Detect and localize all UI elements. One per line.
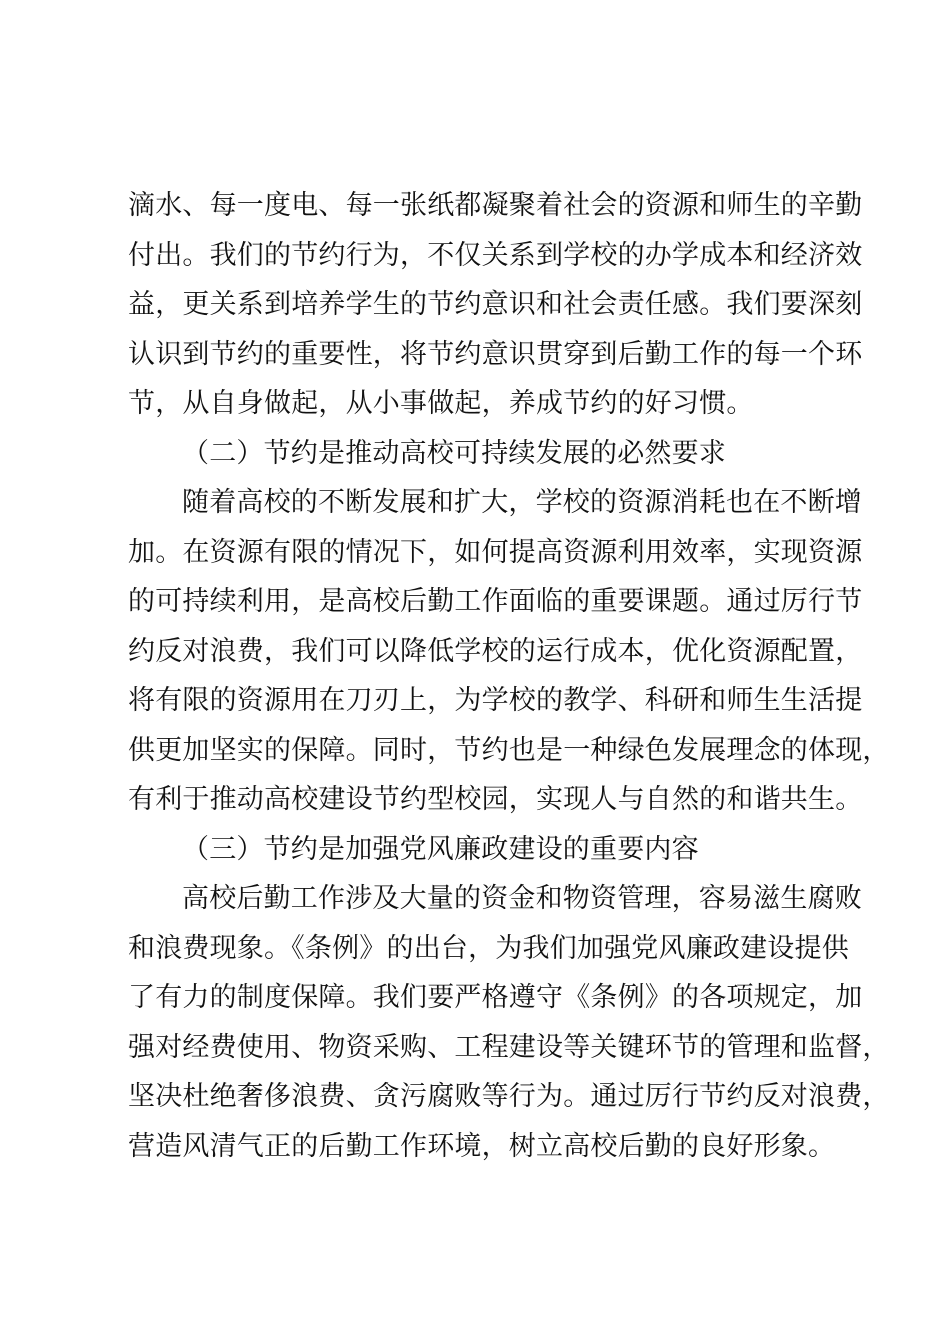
text-line: 供更加坚实的保障。同时，节约也是一种绿色发展理念的体现， [128, 734, 890, 766]
text-line: 有利于推动高校建设节约型校园，实现人与自然的和谐共生。 [128, 784, 863, 815]
paragraph-first-line: 高校后勤工作涉及大量的资金和物资管理，容易滋生腐败 [182, 883, 862, 914]
text-line: 节，从自身做起，从小事做起，养成节约的好习惯。 [128, 388, 754, 419]
text-line: 加。在资源有限的情况下，如何提高资源利用效率，实现资源 [128, 536, 863, 568]
paragraph-first-line: 随着高校的不断发展和扩大，学校的资源消耗也在不断增 [182, 487, 862, 518]
text-line: 营造风清气正的后勤工作环境，树立高校后勤的良好形象。 [128, 1130, 836, 1162]
text-line: 坚决杜绝奢侈浪费、贪污腐败等行为。通过厉行节约反对浪费， [128, 1081, 890, 1112]
document-body [128, 181, 890, 1171]
section-heading: （三）节约是加强党风廉政建设的重要内容 [182, 833, 699, 865]
text-line: 强对经费使用、物资采购、工程建设等关键环节的管理和监督， [128, 1031, 890, 1063]
text-line: 益，更关系到培养学生的节约意识和社会责任感。我们要深刻 [128, 289, 863, 320]
text-line: 了有力的制度保障。我们要严格遵守《条例》的各项规定，加 [128, 982, 863, 1013]
text-line: 将有限的资源用在刀刃上，为学校的教学、科研和师生生活提 [128, 685, 863, 716]
text-line: 的可持续利用，是高校后勤工作面临的重要课题。通过厉行节 [128, 586, 863, 617]
text-line: 约反对浪费，我们可以降低学校的运行成本，优化资源配置， [128, 635, 863, 667]
text-line: 滴水、每一度电、每一张纸都凝聚着社会的资源和师生的辛勤 [128, 190, 863, 221]
text-line: 付出。我们的节约行为，不仅关系到学校的办学成本和经济效 [128, 239, 863, 271]
text-line: 认识到节约的重要性，将节约意识贯穿到后勤工作的每一个环 [128, 338, 863, 370]
text-line: 和浪费现象。《条例》的出台，为我们加强党风廉政建设提供 [128, 932, 849, 964]
section-heading: （二）节约是推动高校可持续发展的必然要求 [182, 437, 726, 469]
